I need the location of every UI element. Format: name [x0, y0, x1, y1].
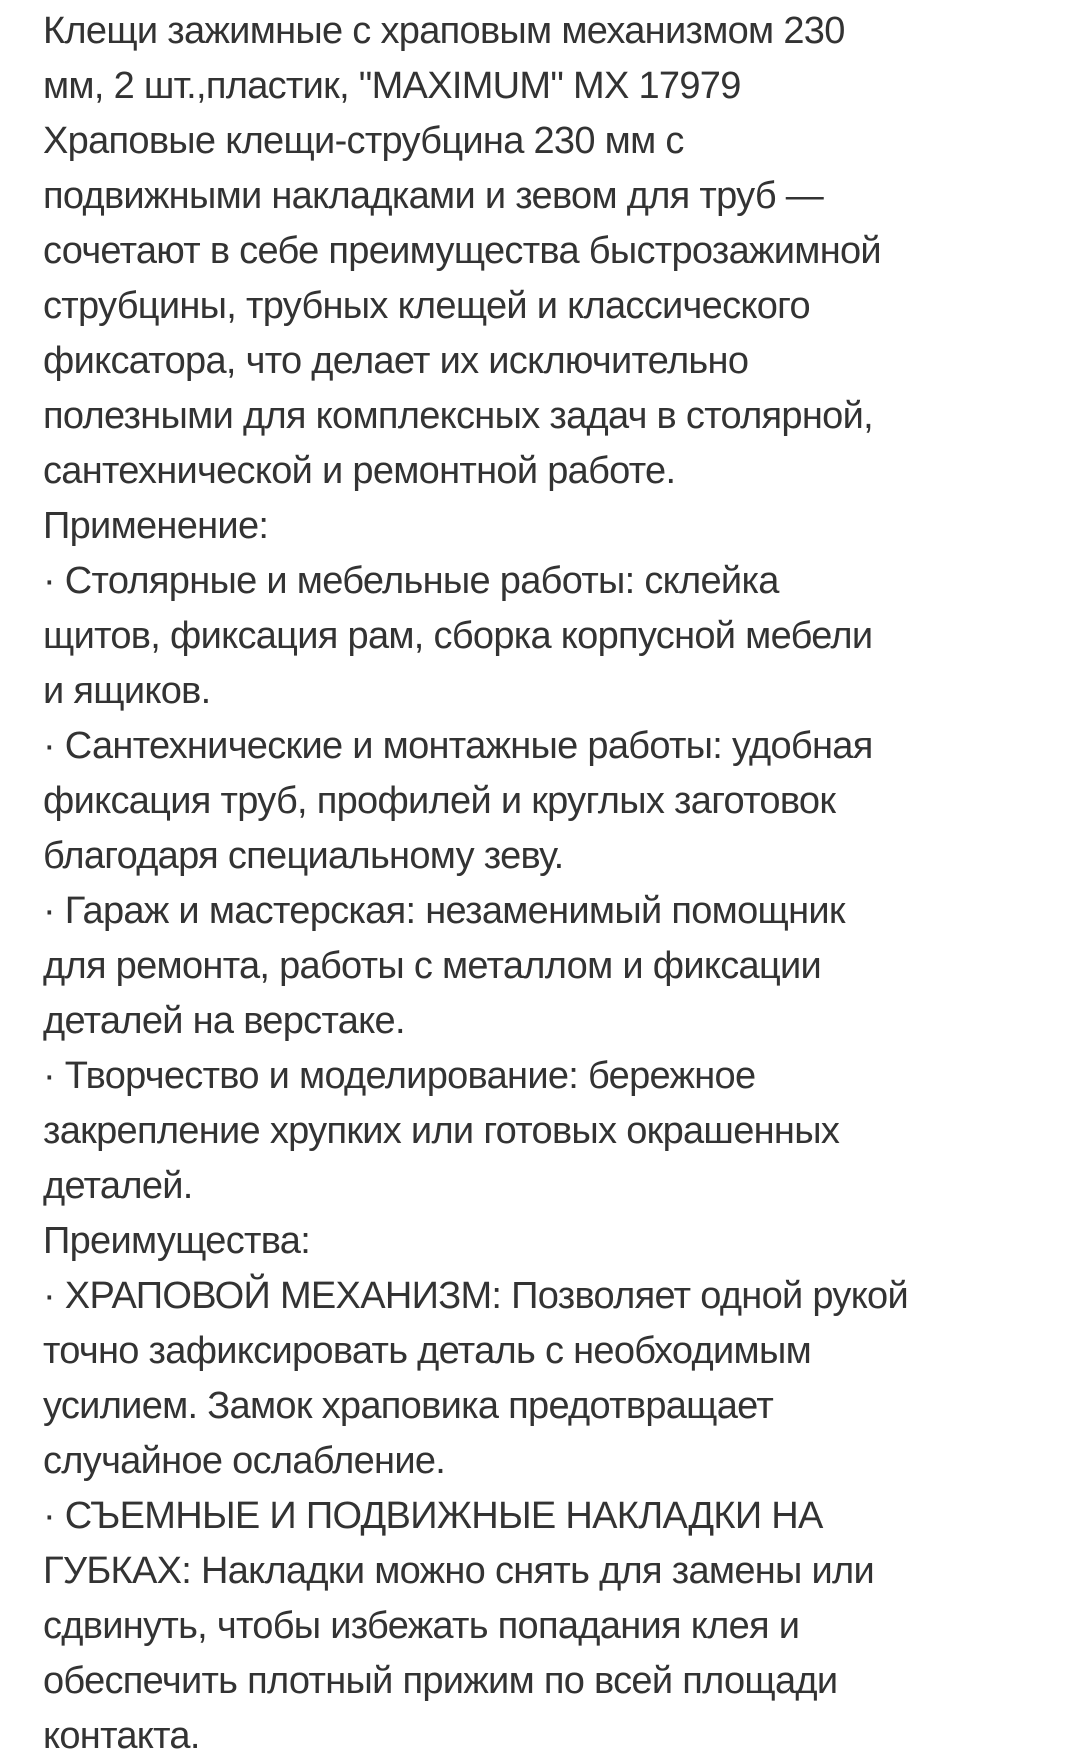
- text-line: благодаря специальному зеву.: [43, 835, 564, 877]
- text-line: для ремонта, работы с металлом и фиксации: [43, 945, 822, 987]
- text-line: Применение:: [43, 505, 269, 547]
- text-line: струбцины, трубных клещей и классического: [43, 285, 810, 327]
- text-line: · Творчество и моделирование: бережное: [43, 1055, 756, 1097]
- text-line: контакта.: [43, 1715, 200, 1757]
- text-line: Клещи зажимные с храповым механизмом 230: [43, 10, 845, 52]
- text-line: мм, 2 шт.,пластик, "MAXIMUM" MX 17979: [43, 65, 741, 107]
- text-line: щитов, фиксация рам, сборка корпусной мебели: [43, 615, 873, 657]
- text-line: закрепление хрупких или готовых окрашенных: [43, 1110, 840, 1152]
- text-line: сочетают в себе преимущества быстрозажимной: [43, 230, 881, 272]
- text-line: полезными для комплексных задач в столярной,: [43, 395, 873, 437]
- text-line: · ХРАПОВОЙ МЕХАНИЗМ: Позволяет одной рукой: [43, 1275, 909, 1317]
- text-line: усилием. Замок храповика предотвращает: [43, 1385, 774, 1427]
- text-line: · Столярные и мебельные работы: склейка: [43, 560, 779, 602]
- text-line: сантехнической и ремонтной работе.: [43, 450, 676, 492]
- text-line: ГУБКАХ: Накладки можно снять для замены или: [43, 1550, 875, 1592]
- text-line: случайное ослабление.: [43, 1440, 446, 1482]
- text-line: обеспечить плотный прижим по всей площади: [43, 1660, 838, 1702]
- text-line: · Сантехнические и монтажные работы: удобная: [43, 725, 873, 767]
- text-line: подвижными накладками и зевом для труб —: [43, 175, 824, 217]
- text-line: сдвинуть, чтобы избежать попадания клея и: [43, 1605, 800, 1647]
- text-line: · СЪЕМНЫЕ И ПОДВИЖНЫЕ НАКЛАДКИ НА: [43, 1495, 823, 1537]
- text-line: Храповые клещи-струбцина 230 мм с: [43, 120, 684, 162]
- text-line: точно зафиксировать деталь с необходимым: [43, 1330, 811, 1372]
- text-line: · Гараж и мастерская: незаменимый помощник: [43, 890, 845, 932]
- text-line: и ящиков.: [43, 670, 211, 712]
- text-line: деталей на верстаке.: [43, 1000, 405, 1042]
- text-line: деталей.: [43, 1165, 193, 1207]
- text-line: Преимущества:: [43, 1220, 311, 1262]
- text-line: фиксация труб, профилей и круглых заготовок: [43, 780, 836, 822]
- text-line: фиксатора, что делает их исключительно: [43, 340, 749, 382]
